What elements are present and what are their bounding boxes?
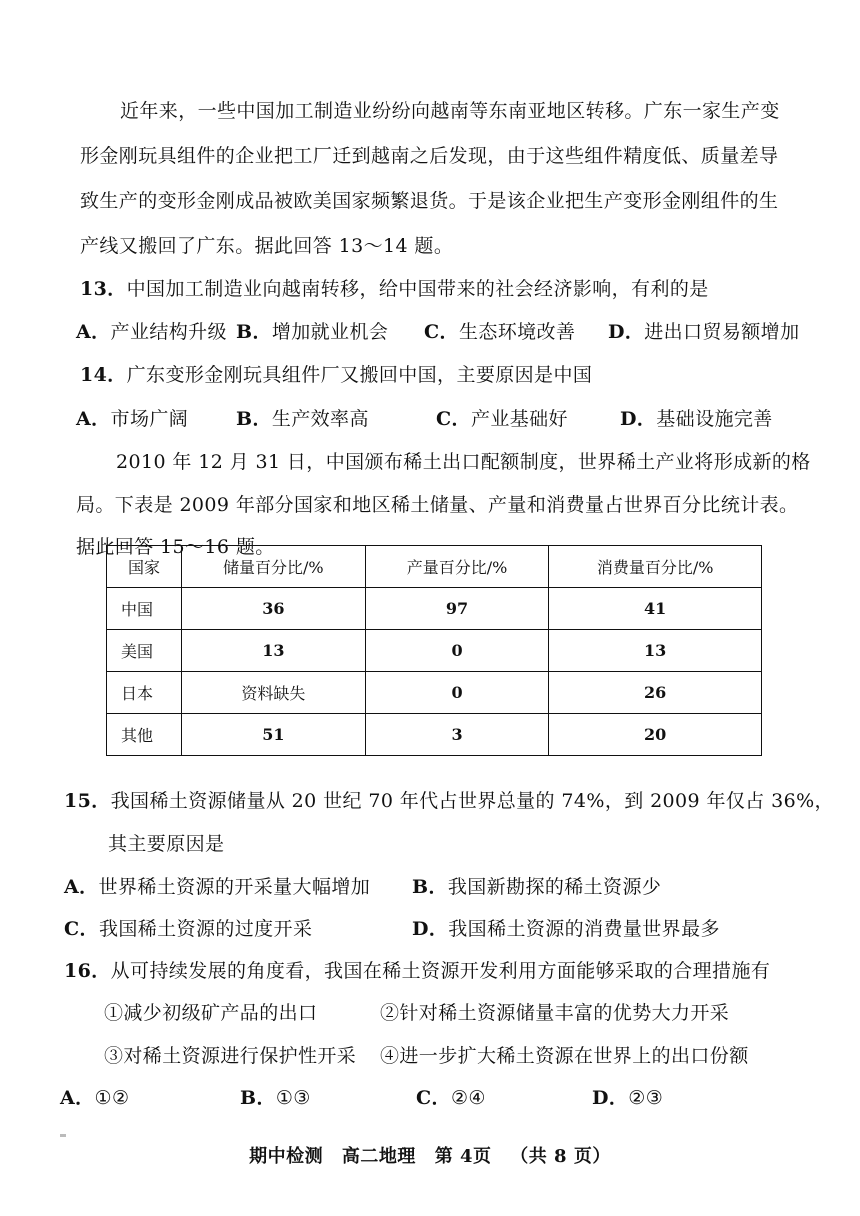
passage1-line1: 近年来，一些中国加工制造业纷纷向越南等东南亚地区转移。广东一家生产变 — [120, 100, 780, 122]
table-cell-consumption: 26 — [549, 672, 762, 714]
q15-option-a: A．世界稀土资源的开采量大幅增加 — [64, 876, 371, 898]
table-cell-country: 日本 — [107, 672, 182, 714]
passage2-line3: 据此回答 15～16 题。 — [76, 536, 275, 558]
table-header-country: 国家 — [107, 546, 182, 588]
table-cell-reserve: 资料缺失 — [182, 672, 366, 714]
question-16-number: 16． — [64, 960, 111, 982]
question-15-stem-line2: 其主要原因是 — [108, 833, 225, 855]
table-header-consumption: 消费量百分比/% — [549, 546, 762, 588]
table-header-row — [107, 546, 762, 588]
q16-item-4: ④进一步扩大稀土资源在世界上的出口份额 — [380, 1045, 749, 1067]
q14-option-a: A．市场广阔 — [76, 408, 189, 430]
q15-option-b: B．我国新勘探的稀土资源少 — [412, 876, 662, 898]
question-14-number: 14． — [80, 364, 127, 386]
table-cell-reserve: 51 — [182, 714, 366, 756]
q13-option-a: A．产业结构升级 — [76, 321, 227, 343]
question-15-stem — [64, 786, 834, 813]
q14-option-d: D．基础设施完善 — [620, 408, 773, 430]
q16-option-a: A．①② — [60, 1087, 130, 1109]
table-cell-consumption: 13 — [549, 630, 762, 672]
footer-page: 第 4页 — [434, 1146, 492, 1167]
table-cell-country: 中国 — [107, 588, 182, 630]
passage1-line3: 致生产的变形金刚成品被欧美国家频繁退货。于是该企业把生产变形金刚组件的生 — [80, 190, 779, 212]
question-15-text: 我国稀土资源储量从 20 世纪 70 年代占世界总量的 74%，到 2009 年仅占 36%， — [110, 790, 834, 812]
table-row — [107, 630, 762, 672]
table-row — [107, 714, 762, 756]
question-16-stem — [64, 956, 770, 983]
question-14-text: 广东变形金刚玩具组件厂又搬回中国，主要原因是中国 — [126, 364, 593, 386]
passage1-line4: 产线又搬回了广东。据此回答 13～14 题。 — [80, 235, 454, 257]
table-cell-output: 3 — [365, 714, 549, 756]
table-cell-reserve: 36 — [182, 588, 366, 630]
q16-item-1: ①减少初级矿产品的出口 — [104, 1002, 318, 1024]
passage2-line1: 2010 年 12 月 31 日，中国颁布稀土出口配额制度，世界稀土产业将形成新的格 — [116, 451, 811, 473]
q16-item-3: ③对稀土资源进行保护性开采 — [104, 1045, 357, 1067]
page-footer — [0, 1142, 860, 1168]
question-13-stem — [80, 274, 709, 301]
q13-option-b: B．增加就业机会 — [236, 321, 389, 343]
table-cell-country: 美国 — [107, 630, 182, 672]
q15-option-d: D．我国稀土资源的消费量世界最多 — [412, 918, 720, 940]
footer-subject: 高二地理 — [341, 1146, 416, 1167]
question-13-text: 中国加工制造业向越南转移，给中国带来的社会经济影响，有利的是 — [126, 278, 709, 300]
q14-option-b: B．生产效率高 — [236, 408, 369, 430]
question-16-text: 从可持续发展的角度看，我国在稀土资源开发利用方面能够采取的合理措施有 — [110, 960, 771, 982]
scan-speck — [60, 1134, 66, 1137]
table-cell-reserve: 13 — [182, 630, 366, 672]
q15-option-c: C．我国稀土资源的过度开采 — [64, 918, 313, 940]
footer-total: （共 8 页） — [510, 1146, 611, 1167]
footer-exam: 期中检测 — [249, 1146, 324, 1167]
q13-option-c: C．生态环境改善 — [424, 321, 576, 343]
table-header-reserve: 储量百分比/% — [182, 546, 366, 588]
table-cell-country: 其他 — [107, 714, 182, 756]
q16-option-c: C．②④ — [416, 1087, 486, 1109]
passage1-line2: 形金刚玩具组件的企业把工厂迁到越南之后发现，由于这些组件精度低、质量差导 — [80, 145, 779, 167]
q14-option-c: C．产业基础好 — [436, 408, 568, 430]
q16-option-d: D．②③ — [592, 1087, 664, 1109]
table-cell-output: 0 — [365, 672, 549, 714]
table-cell-output: 0 — [365, 630, 549, 672]
table-row — [107, 672, 762, 714]
passage2-line2: 局。下表是 2009 年部分国家和地区稀土储量、产量和消费量占世界百分比统计表。 — [76, 494, 799, 516]
rare-earth-table — [106, 545, 762, 756]
question-14-stem — [80, 360, 592, 387]
table-cell-output: 97 — [365, 588, 549, 630]
table-row — [107, 588, 762, 630]
question-13-number: 13． — [80, 278, 127, 300]
question-15-number: 15． — [64, 790, 111, 812]
q16-option-b: B．①③ — [240, 1087, 311, 1109]
table-header-output: 产量百分比/% — [365, 546, 549, 588]
q13-option-d: D．进出口贸易额增加 — [608, 321, 800, 343]
q16-item-2: ②针对稀土资源储量丰富的优势大力开采 — [380, 1002, 730, 1024]
table-cell-consumption: 41 — [549, 588, 762, 630]
table-cell-consumption: 20 — [549, 714, 762, 756]
